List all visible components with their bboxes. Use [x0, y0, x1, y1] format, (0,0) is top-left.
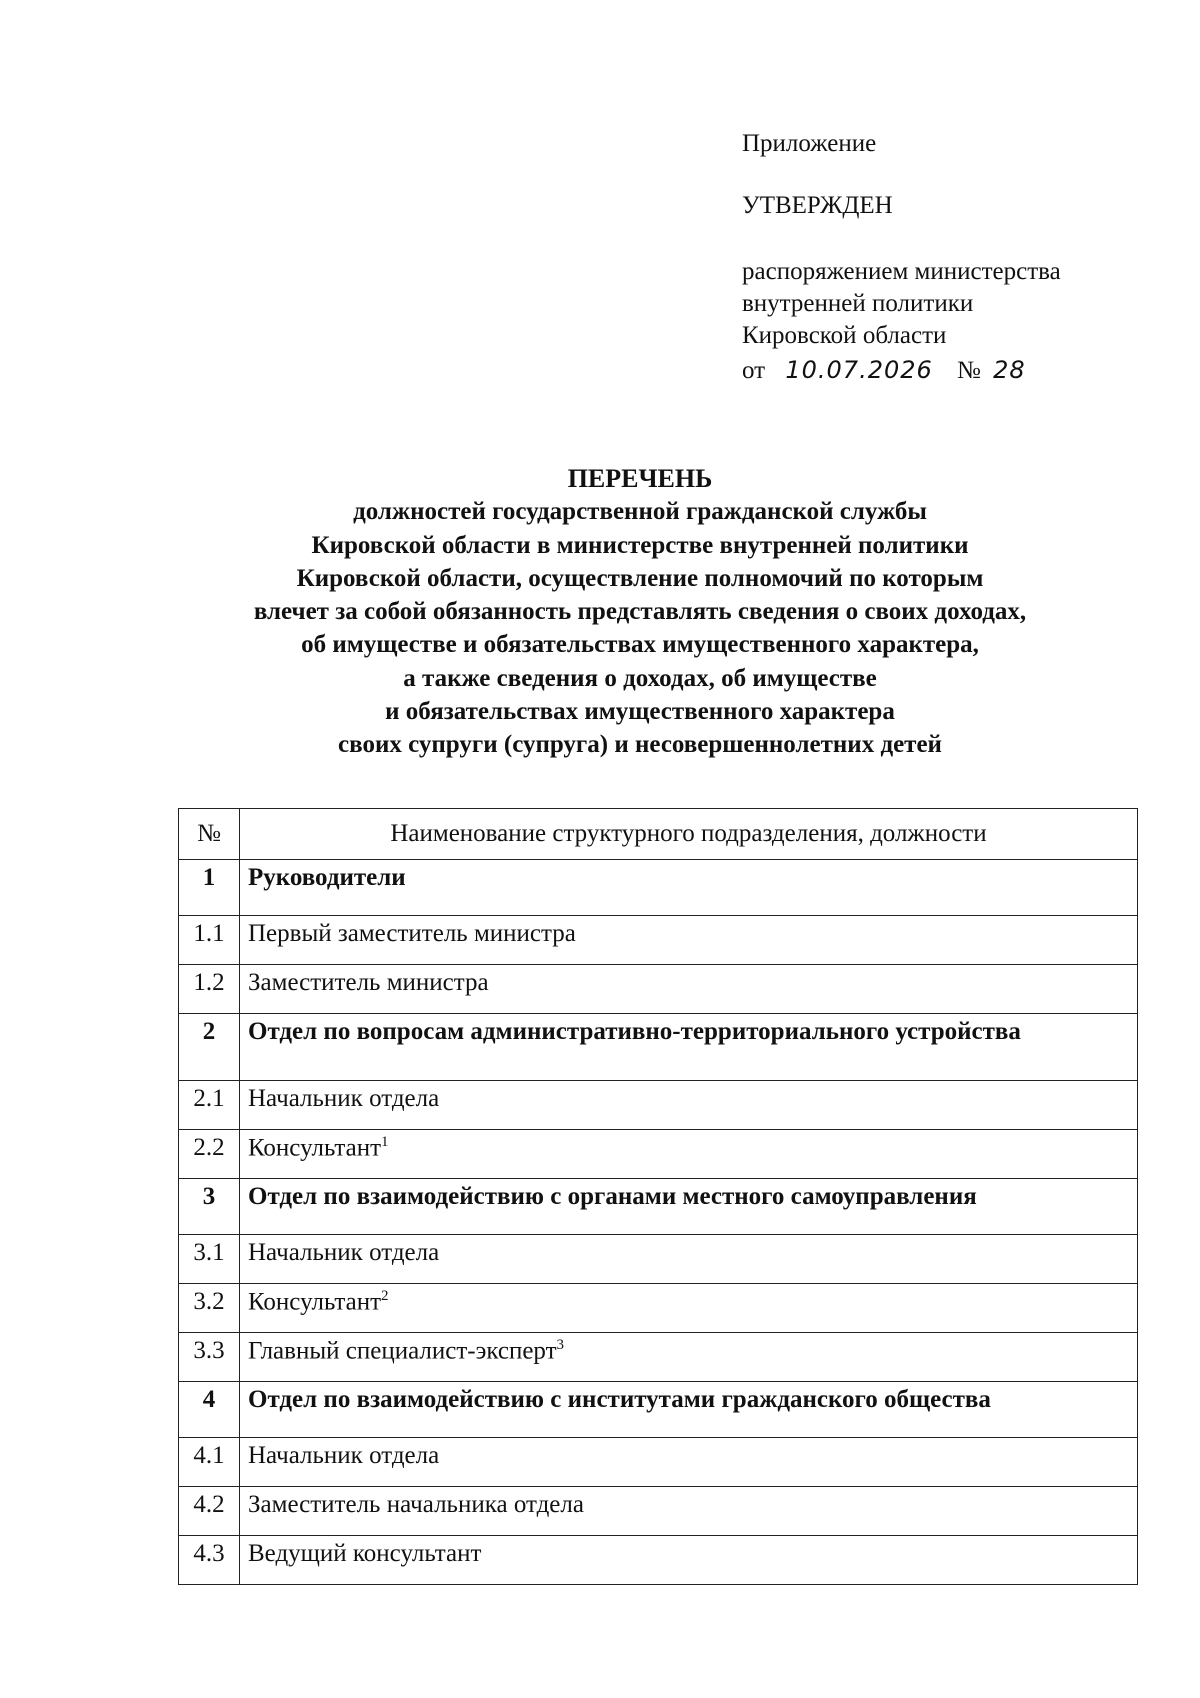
section-name	[240, 1014, 1138, 1081]
position-name	[240, 1235, 1138, 1284]
position-label: Отдел по взаимодействию с институтами гражданского общества	[248, 1386, 991, 1413]
document-title	[160, 462, 1120, 762]
table-row	[179, 1235, 1138, 1284]
title-line: и обязательствах имущественного характера	[385, 698, 895, 726]
table-row	[179, 916, 1138, 965]
position-label: Начальник отдела	[248, 1239, 440, 1266]
title-heading: ПЕРЕЧЕНЬ	[567, 464, 713, 493]
approved-by-line: распоряжением министерства	[742, 258, 1061, 285]
position-label: Руководители	[248, 864, 406, 891]
position-name	[240, 1130, 1138, 1179]
appendix-label: Приложение	[742, 130, 877, 157]
section-row	[179, 1014, 1138, 1081]
title-line: а также сведения о доходах, об имуществе	[403, 664, 877, 692]
positions-table	[178, 808, 1138, 1585]
handwritten-date: 10.07.2026	[785, 356, 933, 384]
row-number: 1.2	[179, 965, 240, 1014]
title-line: Кировской области, осуществление полномочий по которым	[296, 564, 984, 592]
approved-by	[742, 256, 1061, 352]
row-number: 3	[179, 1179, 240, 1235]
title-line: об имуществе и обязательствах имущественного характера,	[301, 631, 979, 659]
row-number: 2.1	[179, 1081, 240, 1130]
from-label: от	[742, 357, 766, 384]
position-name	[240, 965, 1138, 1014]
row-number: 2.2	[179, 1130, 240, 1179]
table-row	[179, 1536, 1138, 1585]
position-name	[240, 916, 1138, 965]
row-number: 3.1	[179, 1235, 240, 1284]
row-number: 1	[179, 860, 240, 916]
section-row	[179, 860, 1138, 916]
position-label: Первый заместитель министра	[248, 920, 576, 947]
section-row	[179, 1382, 1138, 1438]
table-row	[179, 1333, 1138, 1382]
approved-by-line: Кировской области	[742, 322, 947, 349]
footnote-mark: 3	[556, 1337, 565, 1353]
position-label: Отдел по взаимодействию с органами местного самоуправления	[248, 1183, 977, 1210]
section-row	[179, 1179, 1138, 1235]
row-number: 4.3	[179, 1536, 240, 1585]
position-label: Консультант	[248, 1288, 382, 1316]
approval-date-line	[742, 354, 1026, 387]
table-row	[179, 1284, 1138, 1333]
title-line: Кировской области в министерстве внутренней политики	[311, 531, 969, 559]
handwritten-number: 28	[993, 356, 1026, 384]
row-number: 3.2	[179, 1284, 240, 1333]
position-label: Заместитель начальника отдела	[248, 1491, 584, 1518]
title-line: влечет за собой обязанность представлять сведения о своих доходах,	[253, 598, 1027, 626]
position-name	[240, 1284, 1138, 1333]
position-label: Отдел по вопросам административно-территориального устройства	[248, 1018, 1021, 1045]
footnote-mark: 1	[381, 1134, 389, 1150]
section-name	[240, 860, 1138, 916]
title-line: должностей государственной гражданской службы	[353, 498, 927, 526]
approved-by-line: внутренней политики	[742, 290, 974, 317]
title-line: своих супруги (супруга) и несовершеннолетних детей	[338, 731, 942, 759]
position-label: Главный специалист-эксперт	[248, 1337, 557, 1365]
table-row	[179, 1487, 1138, 1536]
position-name	[240, 1536, 1138, 1585]
row-number: 1.1	[179, 916, 240, 965]
position-name	[240, 1438, 1138, 1487]
section-name	[240, 1382, 1138, 1438]
position-label: Ведущий консультант	[248, 1540, 482, 1567]
position-label: Начальник отдела	[248, 1442, 440, 1469]
position-name	[240, 1487, 1138, 1536]
column-header-number: №	[179, 809, 240, 860]
position-name	[240, 1333, 1138, 1382]
approved-label: УТВЕРЖДЕН	[742, 192, 893, 219]
position-label: Консультант	[248, 1134, 382, 1162]
table-row	[179, 1081, 1138, 1130]
position-label: Заместитель министра	[248, 969, 489, 996]
column-header-name: Наименование структурного подразделения, должности	[240, 809, 1138, 860]
position-label: Начальник отдела	[248, 1085, 440, 1112]
table-row	[179, 1438, 1138, 1487]
row-number: 4	[179, 1382, 240, 1438]
footnote-mark: 2	[381, 1288, 389, 1304]
number-label: №	[957, 357, 981, 384]
table-row	[179, 965, 1138, 1014]
row-number: 4.1	[179, 1438, 240, 1487]
row-number: 3.3	[179, 1333, 240, 1382]
table-row	[179, 1130, 1138, 1179]
row-number: 2	[179, 1014, 240, 1081]
row-number: 4.2	[179, 1487, 240, 1536]
position-name	[240, 1081, 1138, 1130]
section-name	[240, 1179, 1138, 1235]
